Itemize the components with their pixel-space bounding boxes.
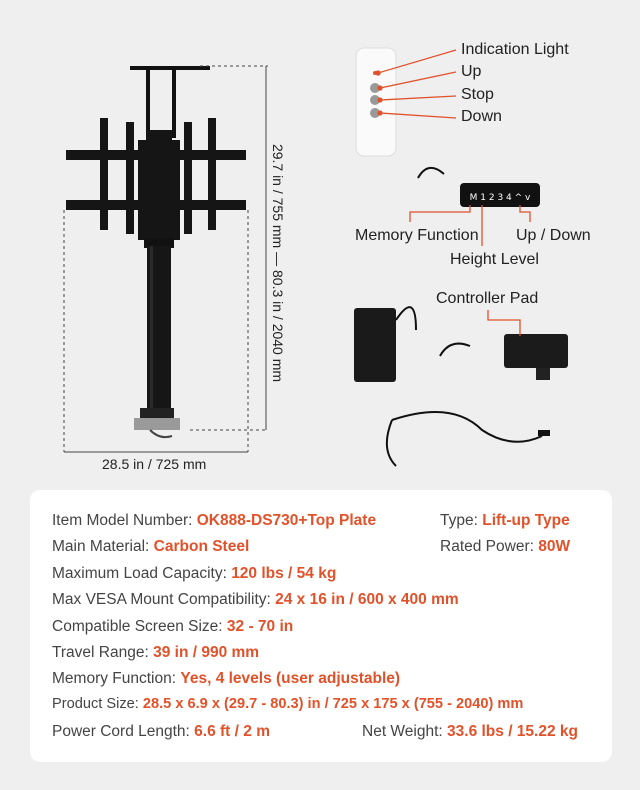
controller-callout-line bbox=[488, 310, 520, 336]
spec-memory: Memory Function: Yes, 4 levels (user adjustable) bbox=[52, 670, 401, 687]
spec-model: Item Model Number: OK888-DS730+Top Plate bbox=[52, 512, 377, 529]
spec-card bbox=[30, 490, 612, 762]
callout-up: Up bbox=[461, 63, 482, 80]
width-dimension: 28.5 in / 725 mm bbox=[102, 456, 207, 472]
power-cord bbox=[387, 412, 550, 466]
callout-height-level: Height Level bbox=[450, 251, 539, 268]
callout-indication-light: Indication Light bbox=[461, 41, 569, 58]
spec-power: Rated Power: 80W bbox=[440, 538, 571, 555]
spec-size: Product Size: 28.5 x 6.9 x (29.7 - 80.3) in / 725 x 175 x (755 - 2040) mm bbox=[52, 696, 524, 712]
vesa-bracket bbox=[66, 118, 246, 240]
remote-control bbox=[356, 48, 396, 156]
spec-material: Main Material: Carbon Steel bbox=[52, 538, 250, 555]
spec-load: Maximum Load Capacity: 120 lbs / 54 kg bbox=[52, 565, 337, 582]
spec-cord: Power Cord Length: 6.6 ft / 2 m bbox=[52, 723, 270, 740]
callout-memory-function: Memory Function bbox=[355, 227, 479, 244]
spec-weight: Net Weight: 33.6 lbs / 15.22 kg bbox=[362, 723, 578, 740]
height-dimension: 29.7 in / 755 mm — 80.3 in / 2040 mm bbox=[270, 143, 286, 383]
spec-type: Type: Lift-up Type bbox=[440, 512, 570, 529]
callout-up-down: Up / Down bbox=[516, 227, 591, 244]
pad-keys: M 1 2 3 4 ^ v bbox=[469, 193, 531, 203]
top-plate bbox=[130, 66, 210, 138]
spec-vesa: Max VESA Mount Compatibility: 24 x 16 in / 600 x 400 mm bbox=[52, 591, 459, 608]
spec-travel: Travel Range: 39 in / 990 mm bbox=[52, 644, 260, 661]
callout-controller-pad: Controller Pad bbox=[436, 290, 539, 307]
lift-column bbox=[134, 238, 180, 437]
controller-box bbox=[440, 334, 568, 380]
hand-control-pad bbox=[418, 168, 540, 207]
power-adapter bbox=[354, 307, 416, 382]
callout-down: Down bbox=[461, 108, 502, 125]
callout-stop: Stop bbox=[461, 86, 494, 103]
height-dimension-wrapper bbox=[268, 88, 288, 438]
spec-screen: Compatible Screen Size: 32 - 70 in bbox=[52, 618, 294, 635]
